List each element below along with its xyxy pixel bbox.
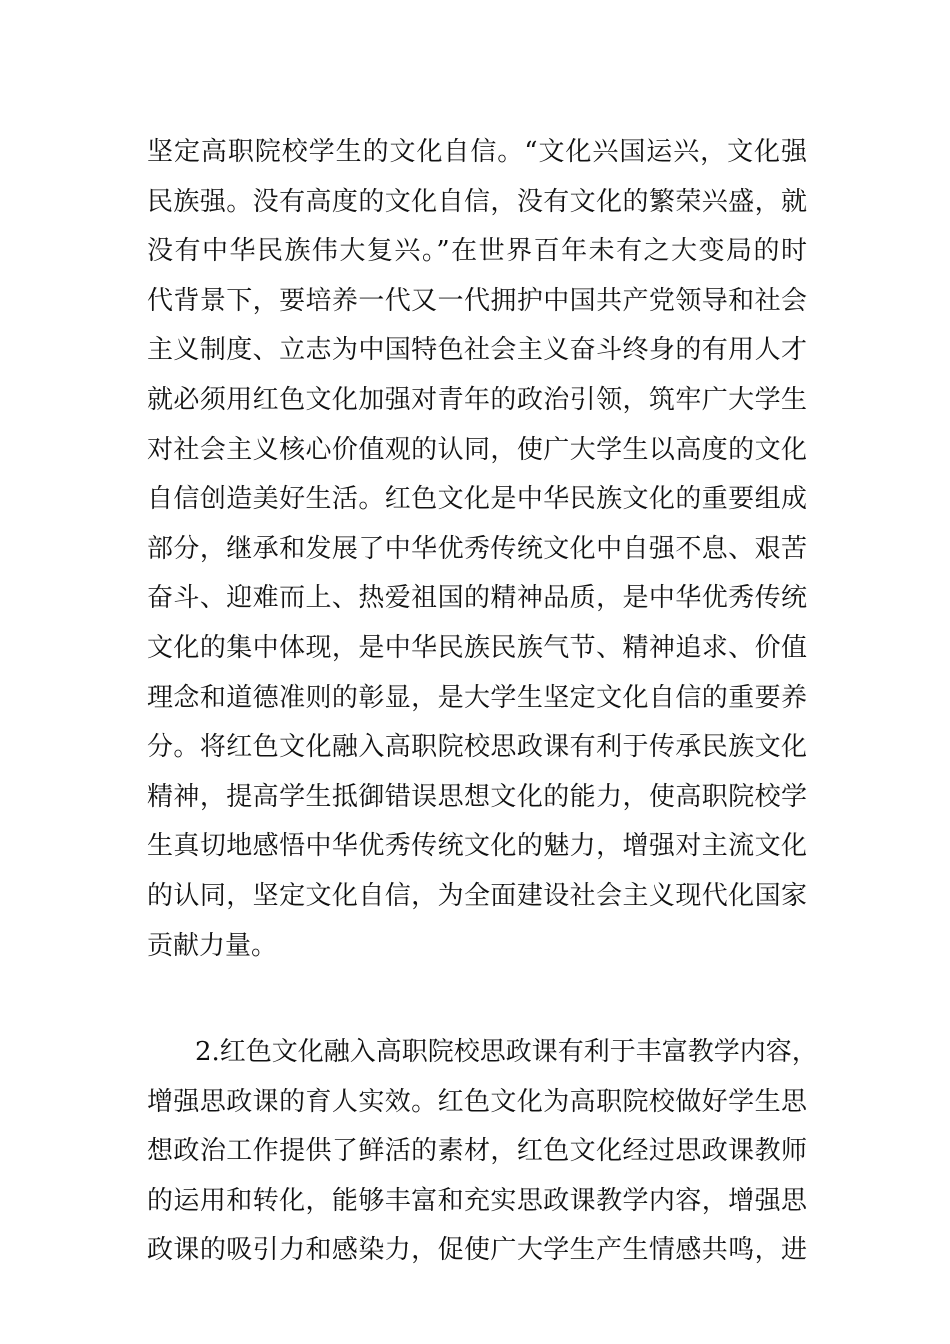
text-line: 生真切地感悟中华优秀传统文化的魅力，增强对主流文化 xyxy=(147,831,807,862)
text-line: 的认同，坚定文化自信，为全面建设社会主义现代化国家 xyxy=(147,880,807,911)
text-line: 增强思政课的育人实效。红色文化为高职院校做好学生思 xyxy=(147,1086,807,1117)
text-line: 自信创造美好生活。红色文化是中华民族文化的重要组成 xyxy=(147,484,807,515)
text-line: 坚定高职院校学生的文化自信。“文化兴国运兴，文化强 xyxy=(147,137,807,167)
text-line: 奋斗、迎难而上、热爱祖国的精神品质，是中华优秀传统 xyxy=(147,583,807,614)
text-line: 政课的吸引力和感染力，促使广大学生产生情感共鸣，进 xyxy=(147,1235,807,1266)
text-line: 2.红色文化融入高职院校思政课有利于丰富教学内容， xyxy=(195,1037,818,1067)
text-line: 想政治工作提供了鲜活的素材，红色文化经过思政课教师 xyxy=(147,1136,807,1167)
text-line: 对社会主义核心价值观的认同，使广大学生以高度的文化 xyxy=(147,434,807,465)
text-line: 分。将红色文化融入高职院校思政课有利于传承民族文化 xyxy=(147,732,807,763)
text-line: 代背景下，要培养一代又一代拥护中国共产党领导和社会 xyxy=(147,285,807,316)
text-line: 没有中华民族伟大复兴。”在世界百年未有之大变局的时 xyxy=(147,236,807,267)
body-paragraph-2 xyxy=(147,1028,818,1276)
text-line: 就必须用红色文化加强对青年的政治引领，筑牢广大学生 xyxy=(147,384,807,415)
text-line: 精神，提高学生抵御错误思想文化的能力，使高职院校学 xyxy=(147,781,807,812)
text-line: 的运用和转化，能够丰富和充实思政课教学内容，增强思 xyxy=(147,1185,807,1216)
text-line: 文化的集中体现，是中华民族民族气节、精神追求、价值 xyxy=(147,632,807,663)
text-line: 部分，继承和发展了中华优秀传统文化中自强不息、艰苦 xyxy=(147,533,807,564)
text-line: 主义制度、立志为中国特色社会主义奋斗终身的有用人才 xyxy=(147,335,807,366)
text-line: 民族强。没有高度的文化自信，没有文化的繁荣兴盛，就 xyxy=(147,186,807,217)
text-line: 贡献力量。 xyxy=(147,930,278,961)
text-line: 理念和道德准则的彰显，是大学生坚定文化自信的重要养 xyxy=(147,682,807,713)
body-paragraph-1 xyxy=(147,128,807,971)
